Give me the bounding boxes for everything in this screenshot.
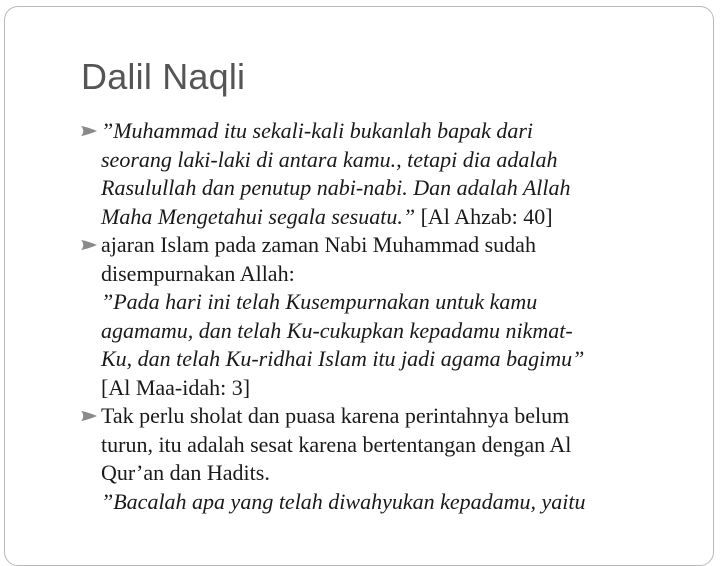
slide-title: Dalil Naqli: [81, 56, 246, 97]
text-line: Tak perlu sholat dan puasa karena perintahnya belum: [101, 403, 570, 428]
text-line: Qur’an dan Hadits.: [101, 460, 270, 485]
text-line: seorang laki-laki di antara kamu., tetapi dia adalah: [101, 146, 558, 172]
text-line: ”Muhammad itu sekali-kali bukanlah bapak dari: [101, 118, 534, 143]
text-line: Rasulullah dan penutup nabi-nabi. Dan adalah Allah: [101, 175, 571, 200]
slide-body: [80, 117, 690, 516]
arrow-bullet-icon: [80, 410, 98, 422]
arrow-bullet-icon: [80, 125, 98, 137]
bullet-item: [80, 117, 690, 231]
bullet-item: [80, 402, 690, 516]
text-line: turun, itu adalah sesat karena bertentangan dengan Al: [101, 431, 572, 457]
text-line: ”Pada hari ini telah Kusempurnakan untuk kamu: [101, 289, 538, 314]
text-line: Ku, dan telah Ku-ridhai Islam itu jadi agama bagimu”: [101, 346, 585, 371]
text-line: Maha Mengetahui segala sesuatu.” [Al Ahzab: 40]: [101, 203, 553, 229]
text-line: [Al Maa-idah: 3]: [101, 374, 251, 400]
text-line: ajaran Islam pada zaman Nabi Muhammad sudah: [101, 232, 536, 257]
arrow-bullet-icon: [80, 239, 98, 251]
text-line: disempurnakan Allah:: [101, 260, 295, 286]
bullet-item: [80, 231, 690, 402]
text-line: ”Bacalah apa yang telah diwahyukan kepadamu, yaitu: [101, 488, 586, 514]
text-line: agamamu, dan telah Ku-cukupkan kepadamu nikmat-: [101, 317, 573, 343]
